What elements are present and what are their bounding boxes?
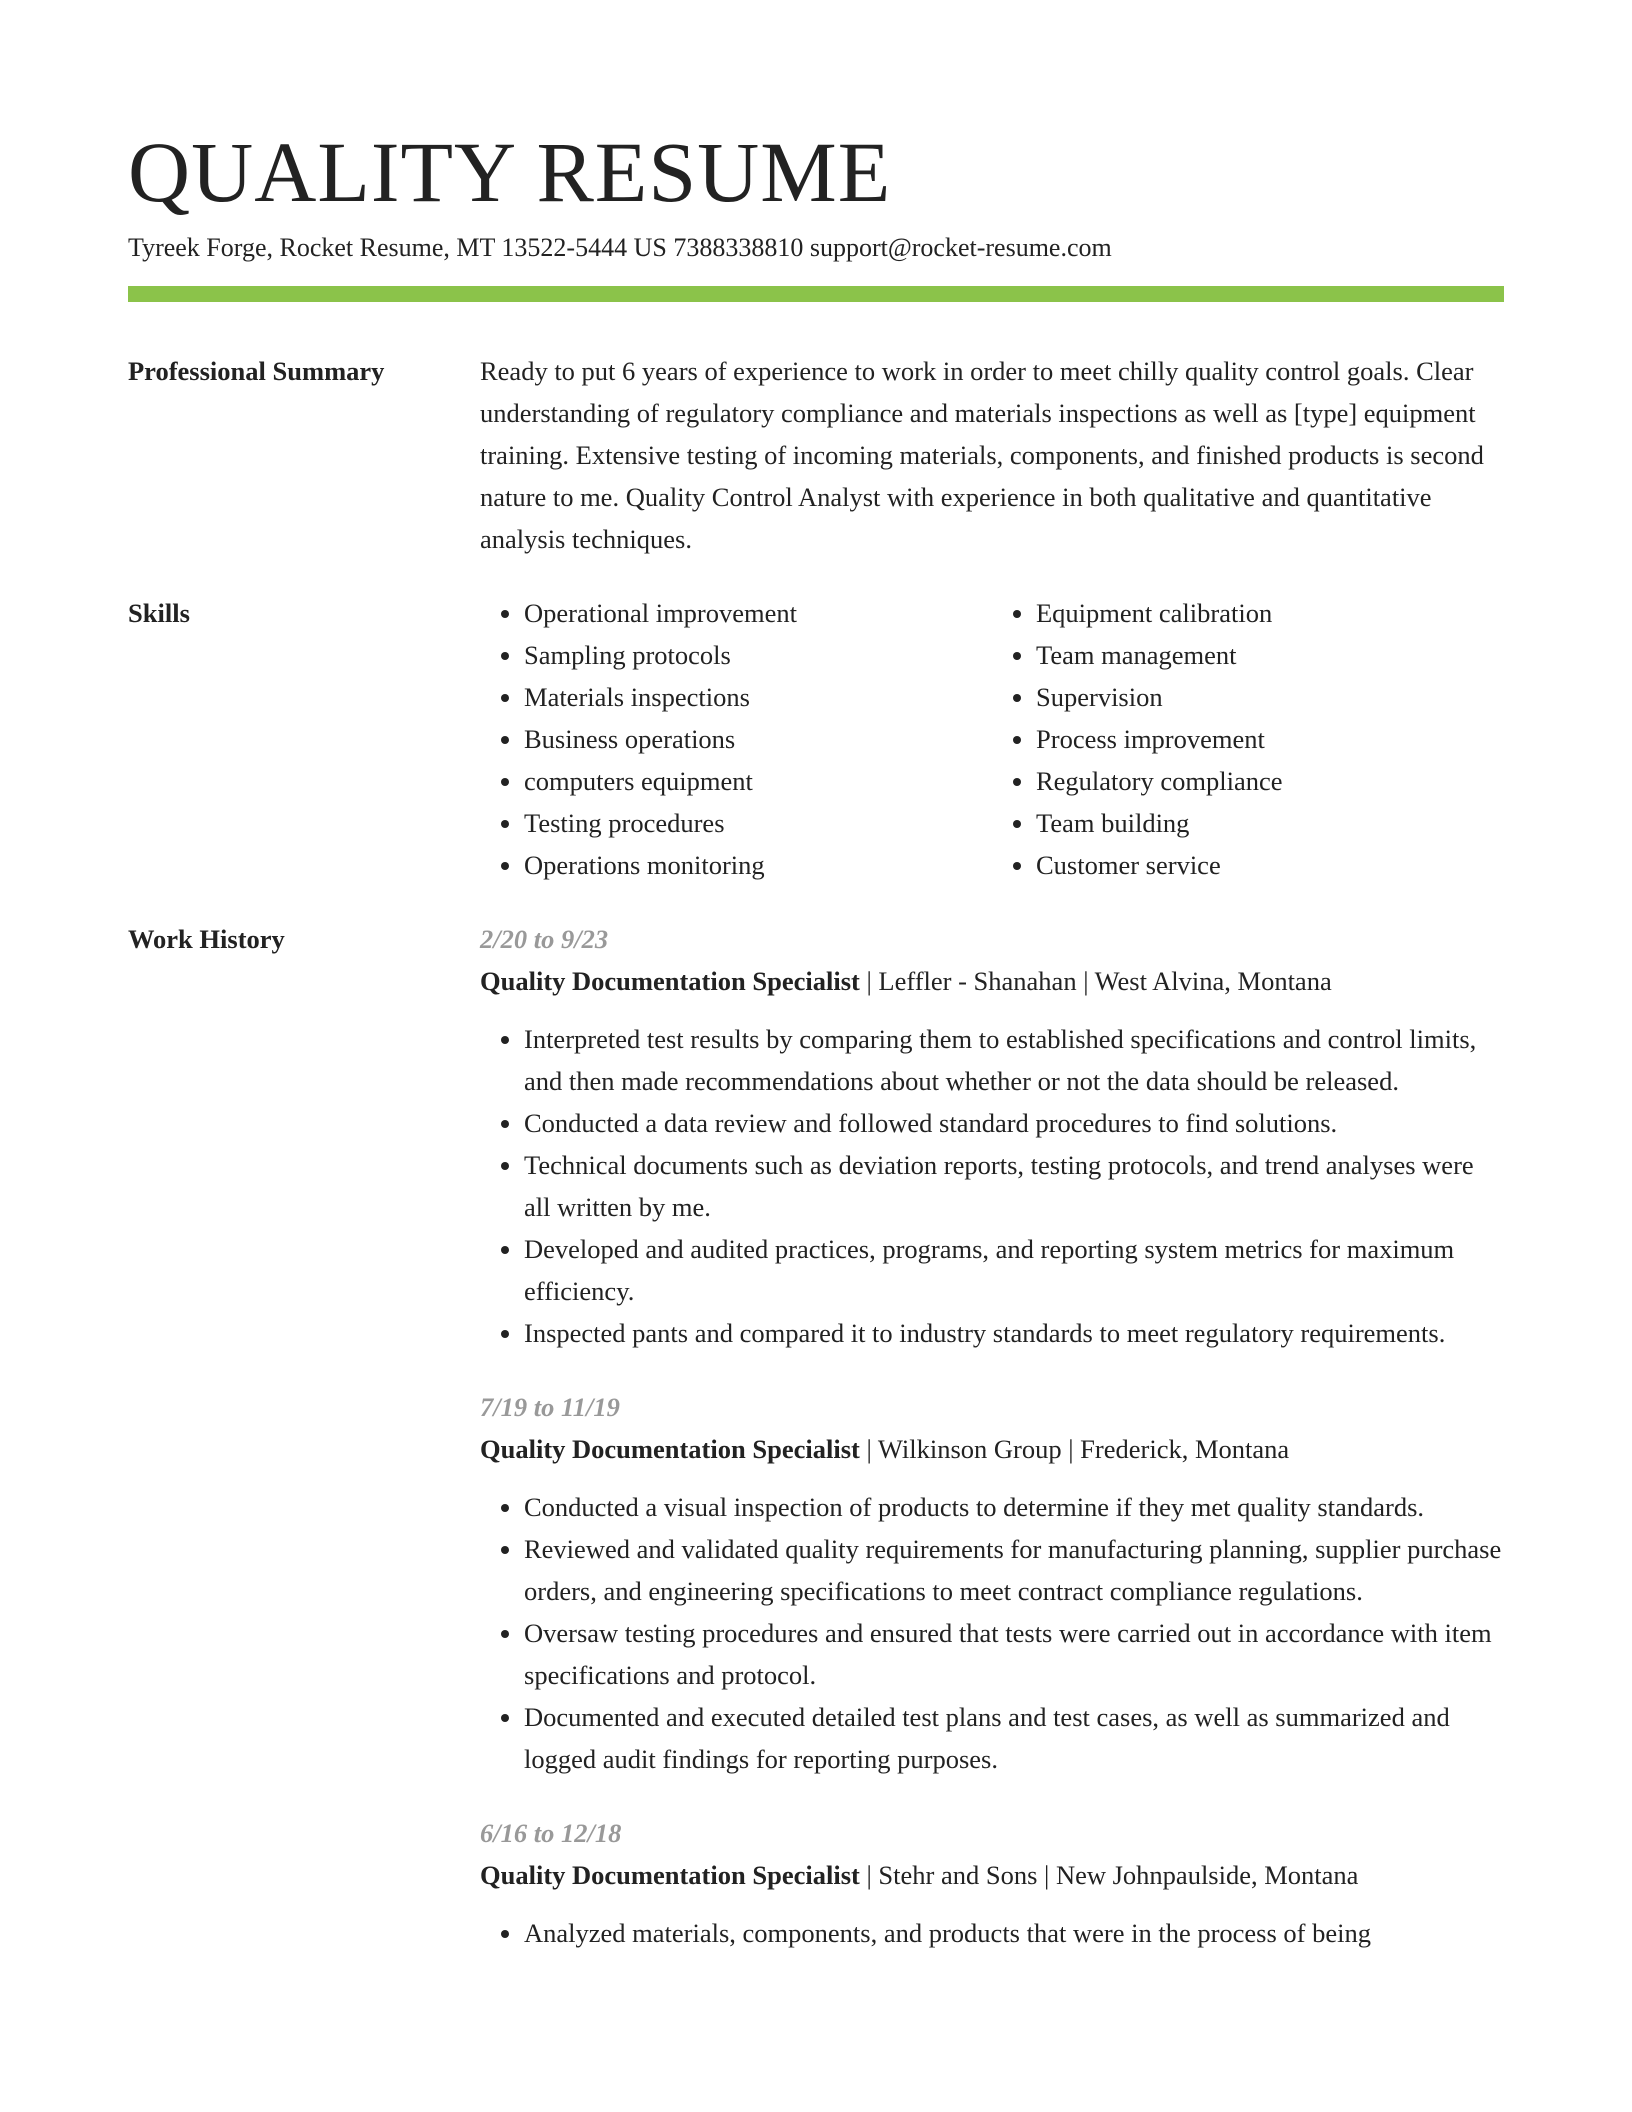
job-bullet: • Technical documents such as deviation reports, testing protocols, and trend analyses were all written by me. — [524, 1144, 1504, 1228]
resume-title: QUALITY RESUME — [128, 124, 892, 220]
job-heading — [480, 1854, 1504, 1896]
job-bullet: • Inspected pants and compared it to industry standards to meet regulatory requirements. — [524, 1312, 1504, 1354]
work-history-label: Work History — [128, 924, 285, 954]
skill-item: • Testing procedures — [524, 802, 992, 844]
job-entry — [480, 1812, 1504, 1954]
job-bullet: • Reviewed and validated quality requirements for manufacturing planning, supplier purchase orders, and engineering specifications to meet contract compliance regulations. — [524, 1528, 1504, 1612]
skill-item: • Sampling protocols — [524, 634, 992, 676]
skill-item: • Materials inspections — [524, 676, 992, 718]
job-bullet: • Developed and audited practices, programs, and reporting system metrics for maximum efficiency. — [524, 1228, 1504, 1312]
job-bullet: • Conducted a data review and followed standard procedures to find solutions. — [524, 1102, 1504, 1144]
job-heading — [480, 1428, 1504, 1470]
job-dates: 6/16 to 12/18 — [480, 1818, 622, 1848]
skill-item: • Process improvement — [1036, 718, 1504, 760]
job-dates: 2/20 to 9/23 — [480, 924, 609, 954]
header-divider — [128, 286, 1504, 302]
skill-item: • computers equipment — [524, 760, 992, 802]
job-bullet: • Analyzed materials, components, and products that were in the process of being — [524, 1912, 1504, 1954]
skill-item: • Team building — [1036, 802, 1504, 844]
skills-list-right — [992, 592, 1504, 886]
job-details: | Leffler - Shanahan | West Alvina, Montana — [859, 966, 1332, 996]
job-title: Quality Documentation Specialist — [480, 1434, 860, 1464]
summary-label: Professional Summary — [128, 356, 385, 386]
job-heading — [480, 960, 1504, 1002]
skills-list-left — [480, 592, 992, 886]
work-history-body — [480, 918, 1504, 1986]
skill-item: • Operational improvement — [524, 592, 992, 634]
job-entry — [480, 1386, 1504, 1780]
job-bullet: • Oversaw testing procedures and ensured that tests were carried out in accordance with item specifications and protocol. — [524, 1612, 1504, 1696]
job-entry — [480, 918, 1504, 1354]
summary-body — [480, 350, 1504, 560]
contact-line: Tyreek Forge, Rocket Resume, MT 13522-5444 US 7388338810 support@rocket-resume.com — [128, 233, 1112, 262]
job-title: Quality Documentation Specialist — [480, 1860, 860, 1890]
job-dates: 7/19 to 11/19 — [480, 1392, 620, 1422]
job-bullets — [480, 1912, 1504, 1954]
skill-item: • Team management — [1036, 634, 1504, 676]
job-bullet: • Conducted a visual inspection of products to determine if they met quality standards. — [524, 1486, 1504, 1528]
job-bullets — [480, 1018, 1504, 1354]
skill-item: • Business operations — [524, 718, 992, 760]
job-bullet: • Interpreted test results by comparing them to established specifications and control limits, and then made recommendations about whether or not the data should be released. — [524, 1018, 1504, 1102]
skill-item: • Regulatory compliance — [1036, 760, 1504, 802]
skill-item: • Equipment calibration — [1036, 592, 1504, 634]
skills-label: Skills — [128, 598, 190, 628]
job-bullet: • Documented and executed detailed test plans and test cases, as well as summarized and logged audit findings for reporting purposes. — [524, 1696, 1504, 1780]
skill-item: • Customer service — [1036, 844, 1504, 886]
job-title: Quality Documentation Specialist — [480, 966, 860, 996]
skills-columns — [480, 592, 1504, 886]
job-details: | Wilkinson Group | Frederick, Montana — [859, 1434, 1290, 1464]
skills-body — [480, 592, 1504, 886]
summary-text: Ready to put 6 years of experience to work in order to meet chilly quality control goals. Clear understanding of regulatory compliance and materials inspections as well as [type] equipment training. Extensive testing of incoming materials, components, and finished products is second nature to me. Quality Control Analyst with experience in both qualitative and quantitative analysis techniques. — [480, 356, 1484, 554]
skill-item: • Operations monitoring — [524, 844, 992, 886]
job-bullets — [480, 1486, 1504, 1780]
skill-item: • Supervision — [1036, 676, 1504, 718]
job-details: | Stehr and Sons | New Johnpaulside, Montana — [859, 1860, 1359, 1890]
